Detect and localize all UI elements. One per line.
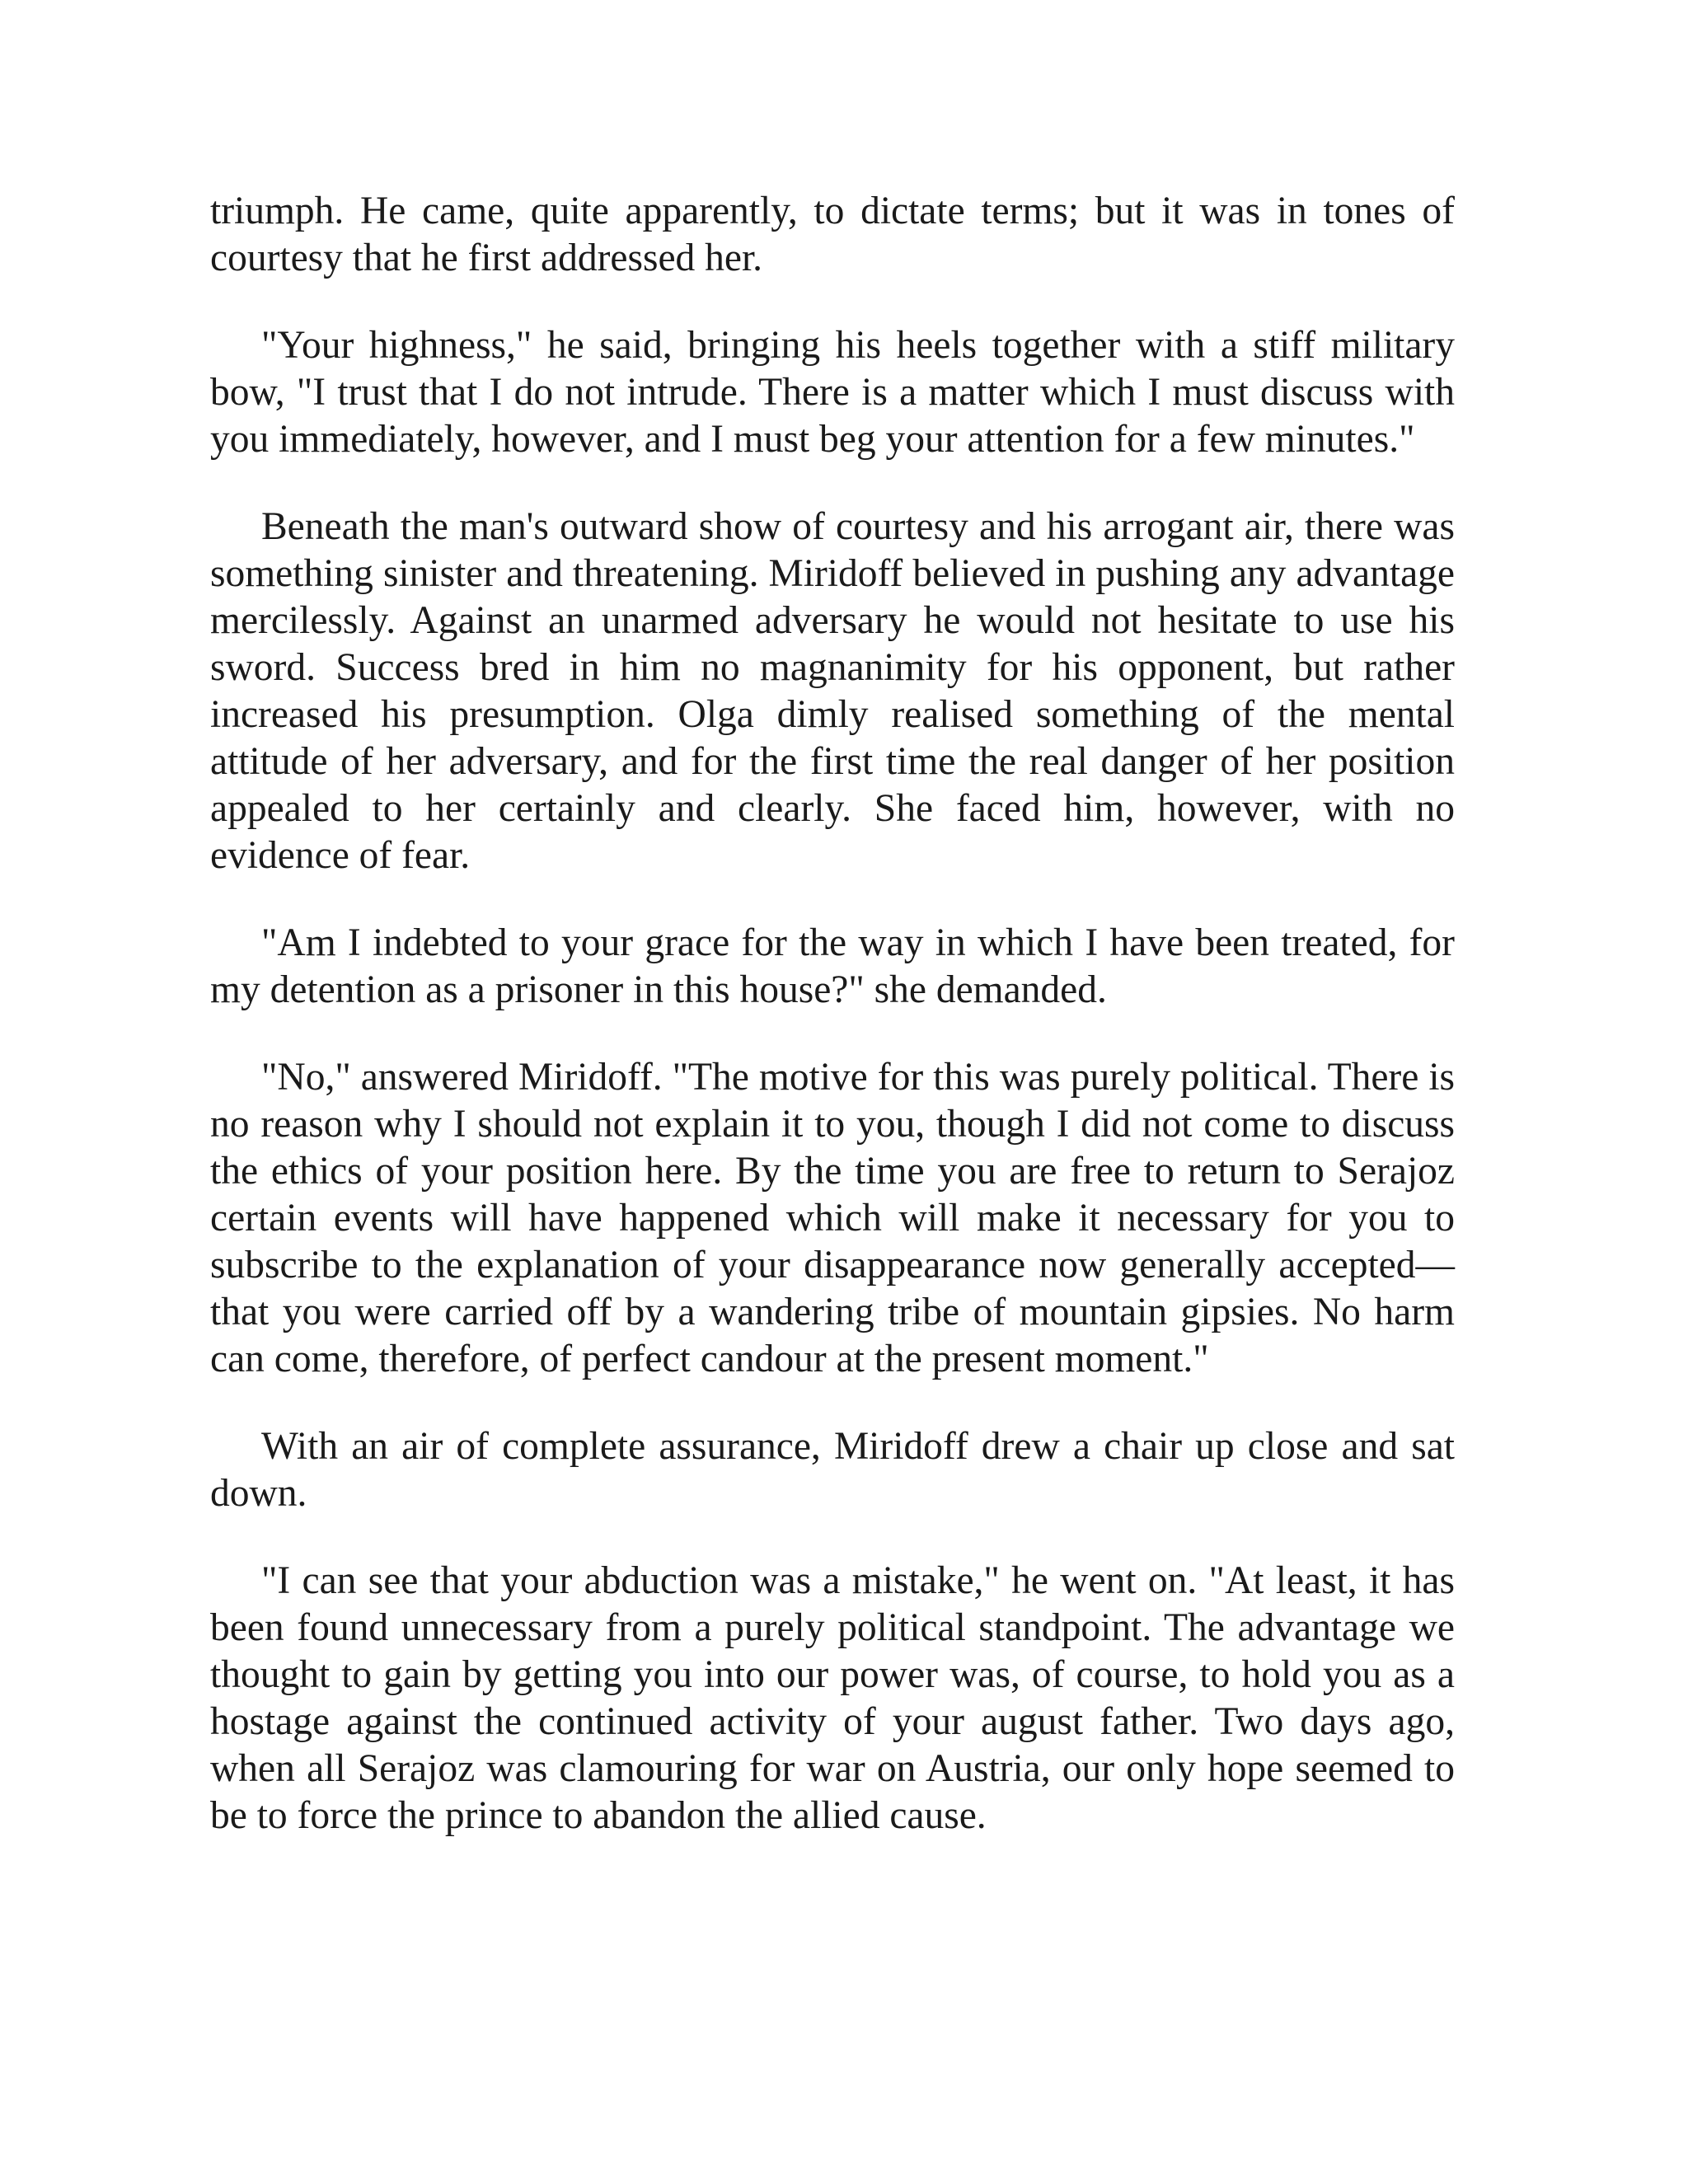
body-text (210, 188, 1455, 1840)
paragraph-5: "No," answered Miridoff. "The motive for this was purely political. There is no reason why I should not explain it to you, though I did not come to discuss the ethics of your position here. By the time you are free to return to Serajoz certain events will have happened which will make it necessary for you to subscribe to the explanation of your disappearance now generally accepted—that you were carried off by a wandering tribe of mountain gipsies. No harm can come, therefore, of perfect candour at the present moment." (210, 1056, 1455, 1380)
paragraph-3: Beneath the man's outward show of courtesy and his arrogant air, there was something sinister and threatening. Miridoff believed in pushing any advantage mercilessly. Against an unarmed adversary he would not hesitate to use his sword. Success bred in him no magnanimity for his opponent, but rather increased his presumption. Olga dimly realised something of the mental attitude of her adversary, and for the first time the real danger of her position appealed to her certainly and clearly. She faced him, however, with no evidence of fear. (210, 505, 1455, 877)
paragraph-2: "Your highness," he said, bringing his heels together with a stiff military bow, "I trust that I do not intrude. There is a matter which I must discuss with you immediately, however, and I must beg your attention for a few minutes." (210, 324, 1455, 461)
paragraph-4: "Am I indebted to your grace for the way in which I have been treated, for my detention as a prisoner in this house?" she demanded. (210, 921, 1455, 1011)
paragraph-6: With an air of complete assurance, Miridoff drew a chair up close and sat down. (210, 1425, 1455, 1515)
paragraph-7: "I can see that your abduction was a mistake," he went on. "At least, it has been found unnecessary from a purely political standpoint. The advantage we thought to gain by getting you into our power was, of course, to hold you as a hostage against the continued activity of your august father. Two days ago, when all Serajoz was clamouring for war on Austria, our only hope seemed to be to force the prince to abandon the allied cause. (210, 1559, 1455, 1837)
paragraph-1: triumph. He came, quite apparently, to dictate terms; but it was in tones of courtesy that he first addressed her. (210, 190, 1455, 279)
